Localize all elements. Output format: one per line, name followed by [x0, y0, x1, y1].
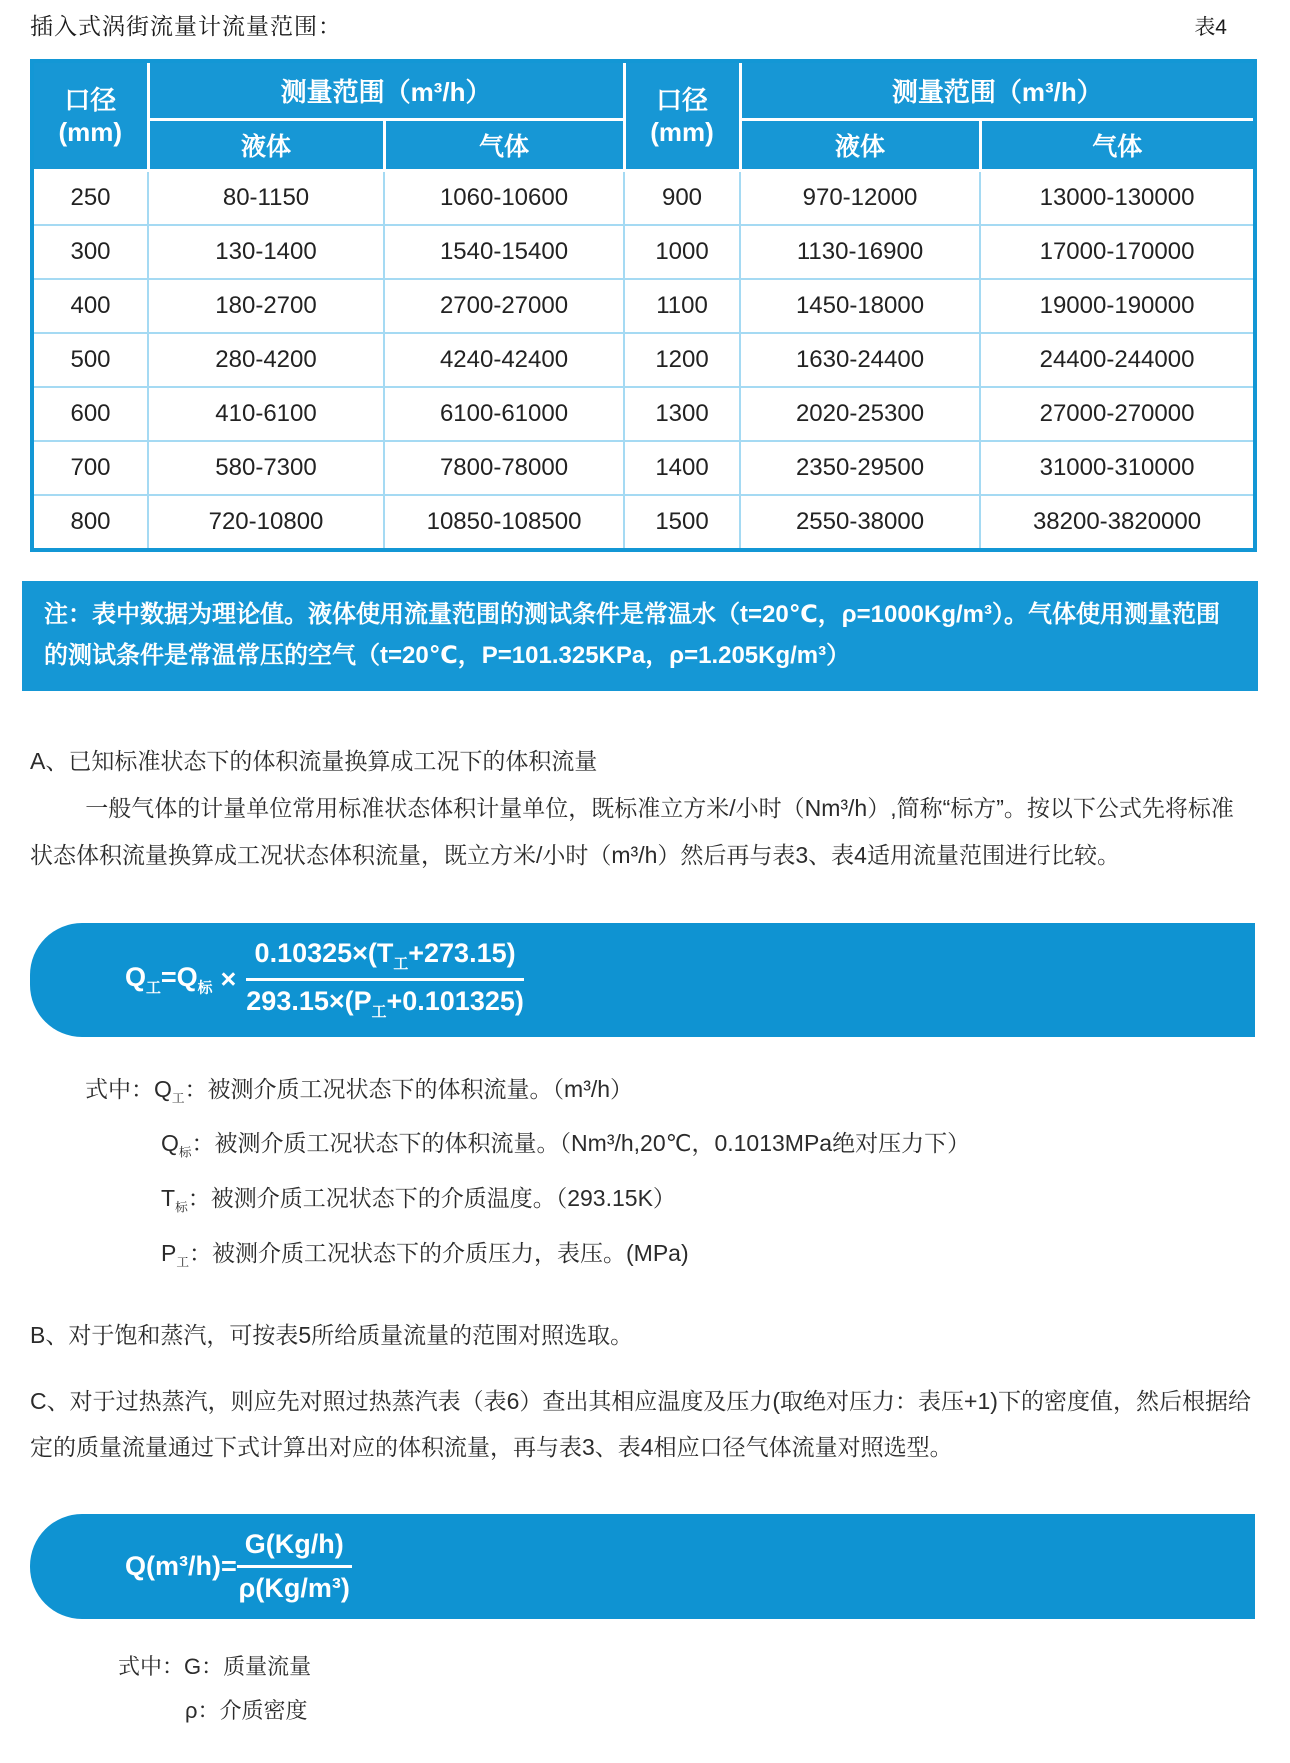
header-diameter-text: 口径 [656, 84, 709, 115]
diameter-cell: 1300 [624, 387, 740, 441]
range-cell: 2020-25300 [740, 387, 980, 441]
table-row [32, 225, 1255, 279]
formula1-lhs: $Q_工=Q_标$ [125, 962, 213, 997]
definition-line: 式中：G：质量流量 [118, 1654, 312, 1680]
formula-standard-to-working [125, 938, 524, 1022]
definition-line: $P_工$：被测介质工况状态下的介质压力，表压。(MPa) [161, 1239, 689, 1270]
range-cell: 17000-170000 [980, 225, 1255, 279]
range-cell: 1450-18000 [740, 279, 980, 333]
range-cell: 1630-24400 [740, 333, 980, 387]
diameter-cell: 1400 [624, 441, 740, 495]
header-liquid-left: 液体 [148, 120, 384, 171]
range-cell: 2700-27000 [384, 279, 624, 333]
range-cell: 970-12000 [740, 171, 980, 226]
range-cell: 13000-130000 [980, 171, 1255, 226]
diameter-cell: 250 [32, 171, 148, 226]
range-cell: 6100-61000 [384, 387, 624, 441]
formula-box-mass-to-volume [30, 1514, 1255, 1619]
range-cell: 24400-244000 [980, 333, 1255, 387]
range-cell: 1130-16900 [740, 225, 980, 279]
diameter-cell: 900 [624, 171, 740, 226]
section-a-heading: A、已知标准状态下的体积流量换算成工况下的体积流量 [30, 747, 598, 774]
definition-line: $T_标$：被测介质工况状态下的介质温度。（293.15K） [161, 1184, 676, 1215]
multiply-sign: × [220, 964, 237, 995]
flow-range-table [30, 59, 1257, 552]
definition-line: ρ：介质密度 [185, 1698, 308, 1724]
diameter-cell: 1200 [624, 333, 740, 387]
range-cell: 38200-3820000 [980, 495, 1255, 550]
header-diameter-right [624, 61, 740, 171]
diameter-cell: 1100 [624, 279, 740, 333]
table-row [32, 333, 1255, 387]
formula2-fraction [237, 1529, 352, 1604]
section-a [30, 738, 1255, 879]
diameter-cell: 500 [32, 333, 148, 387]
range-cell: 2350-29500 [740, 441, 980, 495]
formula-mass-to-volume [125, 1529, 352, 1604]
diameter-cell: 1500 [624, 495, 740, 550]
header-range-left: 测量范围（m³/h） [148, 61, 624, 120]
formula2-denominator: ρ(Kg/m³) [238, 1573, 350, 1604]
range-cell: 280-4200 [148, 333, 384, 387]
formula1-definitions [30, 1067, 1255, 1285]
range-cell: 80-1150 [148, 171, 384, 226]
diameter-cell: 600 [32, 387, 148, 441]
table-row [32, 441, 1255, 495]
range-cell: 31000-310000 [980, 441, 1255, 495]
range-cell: 10850-108500 [384, 495, 624, 550]
diameter-cell: 400 [32, 279, 148, 333]
range-cell: 410-6100 [148, 387, 384, 441]
range-cell: 180-2700 [148, 279, 384, 333]
table-row [32, 171, 1255, 226]
table-row [32, 387, 1255, 441]
header-range-right: 测量范围（m³/h） [740, 61, 1255, 120]
formula-box-standard-to-working [30, 923, 1255, 1037]
table-number-label: 表4 [1194, 16, 1227, 39]
range-cell: 27000-270000 [980, 387, 1255, 441]
table-row [32, 495, 1255, 550]
range-cell: 580-7300 [148, 441, 384, 495]
header-diameter-left [32, 61, 148, 171]
formula2-lhs: Q(m³/h)= [125, 1551, 237, 1582]
note-box: 注：表中数据为理论值。液体使用流量范围的测试条件是常温水（t=20℃，ρ=1000Kg/m³）。气体使用测量范围的测试条件是常温常压的空气（t=20℃，P=101.325KPa，ρ=1.205Kg/m³） [22, 581, 1258, 691]
formula1-numerator: $0.10325\times(T_工+273.15)$ [246, 938, 524, 981]
table-row [32, 279, 1255, 333]
formula1-fraction [246, 938, 524, 1022]
range-cell: 19000-190000 [980, 279, 1255, 333]
range-cell: 1540-15400 [384, 225, 624, 279]
section-a-body: 一般气体的计量单位常用标准状态体积计量单位，既标准立方米/小时（Nm³/h）,简称“标方”。按以下公式先将标准状态体积流量换算成工况状态体积流量，既立方米/小时（m³/h）然后再与表3、表4适用流量范围进行比较。 [30, 794, 1234, 868]
header-liquid-right: 液体 [740, 120, 980, 171]
formula2-definitions [30, 1645, 1255, 1733]
header-diameter-unit: (mm) [650, 117, 714, 147]
header-diameter-unit: (mm) [58, 117, 123, 147]
definition-line: $Q_标$：被测介质工况状态下的体积流量。（Nm³/h,20℃，0.1013MPa绝对压力下） [161, 1130, 971, 1160]
section-c: C、对于过热蒸汽，则应先对照过热蒸汽表（表6）查出其相应温度及压力(取绝对压力：表压+1)下的密度值，然后根据给定的质量流量通过下式计算出对应的体积流量，再与表3、表4相应口径气体流量对照选型。 [30, 1388, 1251, 1461]
diameter-cell: 300 [32, 225, 148, 279]
definition-line: 式中：$Q_工$：被测介质工况状态下的体积流量。（m³/h） [85, 1075, 634, 1106]
range-cell: 720-10800 [148, 495, 384, 550]
title-row [30, 8, 1255, 41]
diameter-cell: 700 [32, 441, 148, 495]
formula2-numerator: G(Kg/h) [237, 1529, 352, 1568]
header-diameter-text: 口径 [64, 84, 117, 115]
page-title: 插入式涡街流量计流量范围： [30, 13, 342, 39]
range-cell: 7800-78000 [384, 441, 624, 495]
header-gas-right: 气体 [980, 120, 1255, 171]
range-cell: 130-1400 [148, 225, 384, 279]
header-gas-left: 气体 [384, 120, 624, 171]
formula1-denominator: $293.15\times(P_工+0.101325)$ [246, 986, 524, 1021]
diameter-cell: 1000 [624, 225, 740, 279]
flow-table-header [32, 61, 1255, 171]
range-cell: 2550-38000 [740, 495, 980, 550]
diameter-cell: 800 [32, 495, 148, 550]
section-b: B、对于饱和蒸汽，可按表5所给质量流量的范围对照选取。 [30, 1322, 634, 1349]
range-cell: 1060-10600 [384, 171, 624, 226]
range-cell: 4240-42400 [384, 333, 624, 387]
flow-table-body [32, 171, 1255, 551]
